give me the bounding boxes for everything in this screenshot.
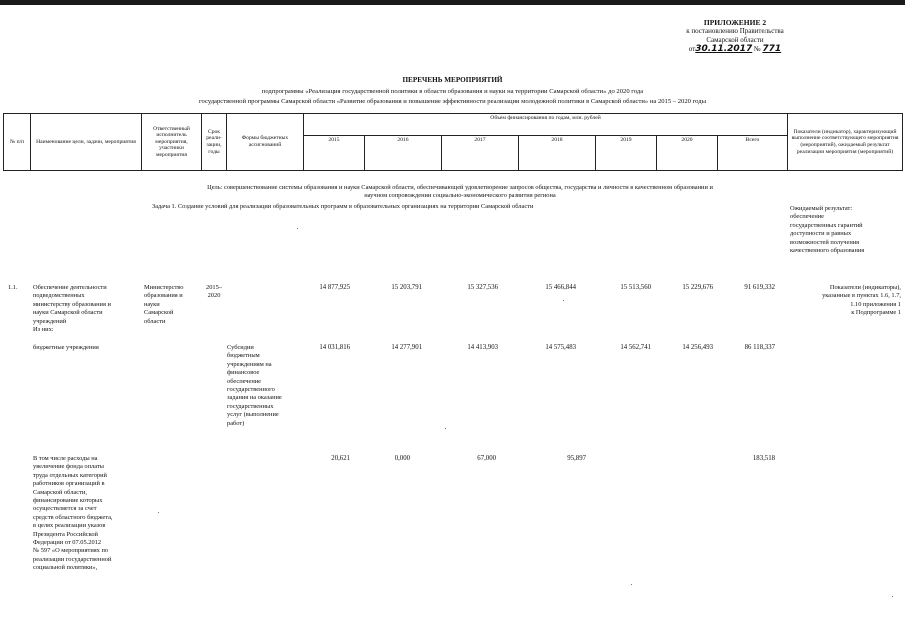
name-line: осуществляется за счет bbox=[33, 505, 97, 513]
header-year-2016: 2016 bbox=[365, 136, 442, 171]
date-prefix: от bbox=[688, 45, 696, 53]
goal-line-1: Цель: совершенствование системы образования и науки Самарской области, обеспечивающей удовлетворение запросов общества, государства и личности в качественном образовании и bbox=[207, 184, 713, 191]
handwritten-number: 771 bbox=[762, 44, 782, 54]
row-1-1-indicator bbox=[786, 284, 901, 318]
executor-line: Министерство bbox=[144, 284, 184, 291]
name-line: реализации государственной bbox=[33, 555, 112, 563]
name-line: Президента Российской bbox=[33, 530, 98, 538]
document-title: ПЕРЕЧЕНЬ МЕРОПРИЯТИЙ bbox=[402, 76, 503, 84]
header-funding: Объем финансирования по годам, млн. рублей bbox=[304, 114, 788, 136]
term-line: 2020 bbox=[207, 292, 221, 300]
expected-result bbox=[790, 205, 900, 255]
indicator-line: Показатели (индикаторы), bbox=[829, 284, 901, 291]
row-wage-name bbox=[33, 455, 148, 573]
name-line: социальной политики», bbox=[33, 564, 98, 572]
name-line: увеличение фонда оплаты bbox=[33, 463, 104, 471]
name-line: в целях реализации указов bbox=[33, 522, 106, 530]
document-subtitle-1: подпрограммы «Реализация государственной политики в области образования и науки на территории Самарской области» до 2020 года bbox=[261, 88, 644, 95]
row-budget-value-2017: 14 413,903 bbox=[467, 344, 498, 351]
form-line: бюджетным bbox=[227, 352, 260, 360]
goal-text bbox=[130, 184, 790, 201]
row-budget-value-2016: 14 277,901 bbox=[391, 344, 422, 351]
header-term: Срок реали-зации, годы bbox=[202, 114, 227, 171]
form-line: задания на оказание bbox=[227, 394, 282, 402]
row-wage-value-2017: 67,000 bbox=[477, 455, 496, 462]
expected-line: качественного образования bbox=[790, 247, 865, 255]
name-line: Из них: bbox=[33, 326, 54, 334]
scan-top-border bbox=[0, 0, 905, 5]
scan-speck bbox=[158, 512, 159, 513]
name-line: министерству образования и bbox=[33, 300, 111, 308]
header-year-2017: 2017 bbox=[442, 136, 519, 171]
row-budget-name: бюджетные учреждения bbox=[33, 344, 99, 351]
executor-line: области bbox=[144, 317, 166, 325]
executor-line: науки bbox=[144, 300, 160, 308]
header-year-2018: 2018 bbox=[519, 136, 596, 171]
row-1-1-value-total: 91 619,332 bbox=[744, 284, 775, 291]
row-budget-value-2020: 14 256,493 bbox=[682, 344, 713, 351]
indicator-line: к Подпрограмме 1 bbox=[851, 309, 901, 317]
form-line: учреждениям на bbox=[227, 360, 272, 368]
row-1-1-executor bbox=[144, 284, 202, 326]
header-year-2020: 2020 bbox=[657, 136, 718, 171]
form-line: работ) bbox=[227, 419, 245, 427]
form-line: обеспечение bbox=[227, 377, 262, 385]
header-year-2015: 2015 bbox=[304, 136, 365, 171]
name-line: работников организаций в bbox=[33, 480, 105, 488]
row-wage-value-total: 183,518 bbox=[752, 455, 775, 462]
row-budget-value-2018: 14 575,483 bbox=[545, 344, 576, 351]
form-line: финансовое bbox=[227, 369, 260, 377]
expected-line: государственных гарантий bbox=[790, 221, 863, 229]
appendix-line-2: Самарской области bbox=[706, 36, 764, 44]
form-line: услуг (выполнение bbox=[227, 411, 279, 419]
expected-line: обеспечение bbox=[790, 213, 825, 221]
executor-line: Самарской bbox=[144, 309, 174, 317]
name-line: учреждений bbox=[33, 317, 67, 325]
scan-speck bbox=[563, 300, 564, 301]
row-budget-form bbox=[227, 344, 302, 428]
appendix-title: ПРИЛОЖЕНИЕ 2 bbox=[703, 18, 767, 27]
measures-table-header bbox=[3, 113, 903, 171]
goal-line-2: научном сопровождении социально-экономического развития региона bbox=[364, 192, 556, 200]
row-1-1-number: 1.1. bbox=[8, 284, 18, 291]
row-1-1-value-2017: 15 327,536 bbox=[467, 284, 498, 291]
row-1-1-term bbox=[202, 284, 226, 301]
indicator-line: 1.10 приложения 1 bbox=[850, 300, 901, 308]
name-line: № 597 «О мероприятиях по bbox=[33, 547, 109, 555]
term-line: 2015– bbox=[206, 284, 222, 291]
name-line: Федерации от 07.05.2012 bbox=[33, 539, 102, 547]
row-1-1-value-2016: 15 203,791 bbox=[391, 284, 422, 291]
form-line: Субсидии bbox=[227, 344, 254, 351]
scan-speck bbox=[892, 596, 893, 597]
appendix-block bbox=[660, 18, 810, 54]
row-1-1-value-2019: 15 513,560 bbox=[620, 284, 651, 291]
name-line: Обеспечение деятельности bbox=[33, 284, 107, 291]
row-wage-value-2016: 0,000 bbox=[394, 455, 410, 462]
indicator-line: указанные в пунктах 1.6, 1.7, bbox=[822, 292, 901, 300]
row-budget-value-2019: 14 562,741 bbox=[620, 344, 651, 351]
form-line: государственного bbox=[227, 386, 275, 394]
name-line: науки Самарской области bbox=[33, 309, 103, 317]
expected-line: доступности и равных bbox=[790, 230, 852, 238]
header-year-2019: 2019 bbox=[596, 136, 657, 171]
task-text: Задача 1. Создание условий для реализации образовательных программ в образовательных организациях на территории Самарской области bbox=[152, 203, 534, 210]
scan-speck bbox=[631, 584, 632, 585]
row-1-1-value-2020: 15 229,676 bbox=[682, 284, 713, 291]
header-name: Наименование цели, задачи, мероприятия bbox=[31, 114, 142, 171]
name-line: подведомственных bbox=[33, 292, 85, 300]
scan-speck bbox=[445, 428, 446, 429]
header-executor: Ответственный исполнитель мероприятия, участники мероприятия bbox=[142, 114, 202, 171]
row-budget-value-total: 86 118,337 bbox=[744, 344, 775, 351]
expected-line: Ожидаемый результат: bbox=[790, 205, 853, 212]
scan-speck bbox=[297, 228, 298, 229]
name-line: труда отдельных категорий bbox=[33, 471, 107, 479]
header-indicator: Показатели (индикатор), характеризующий выполнение соответствующего мероприятия (мероприятий), ожидаемый результат реализации мероприятия (мероприятий) bbox=[788, 114, 903, 171]
document-subtitle-2: государственной программы Самарской области «Развитие образования и повышение эффективности реализации молодежной политики в Самарской области» на 2015 – 2020 годы bbox=[198, 98, 706, 105]
name-line: Самарской области, bbox=[33, 488, 87, 496]
executor-line: образования и bbox=[144, 292, 183, 300]
expected-line: возможностей получения bbox=[790, 238, 860, 246]
row-wage-value-2015: 20,621 bbox=[331, 455, 350, 462]
handwritten-date: 30.11.2017 bbox=[695, 44, 753, 54]
appendix-line-1: к постановлению Правительства bbox=[686, 27, 784, 35]
name-line: средств областного бюджета, bbox=[33, 513, 113, 521]
header-form: Формы бюджетных ассигнований bbox=[227, 114, 304, 171]
row-1-1-value-2015: 14 877,925 bbox=[319, 284, 350, 291]
form-line: государственных bbox=[227, 402, 274, 410]
number-prefix: № bbox=[753, 45, 761, 53]
appendix-date-line bbox=[660, 45, 810, 54]
row-wage-value-2018: 95,897 bbox=[567, 455, 586, 462]
row-1-1-name bbox=[33, 284, 143, 334]
row-budget-value-2015: 14 031,816 bbox=[319, 344, 350, 351]
name-line: В том числе расходы на bbox=[33, 455, 98, 462]
header-total: Всего bbox=[718, 136, 788, 171]
name-line: финансирование которых bbox=[33, 497, 103, 505]
header-num: № п/п bbox=[4, 114, 31, 171]
row-1-1-value-2018: 15 466,844 bbox=[545, 284, 576, 291]
